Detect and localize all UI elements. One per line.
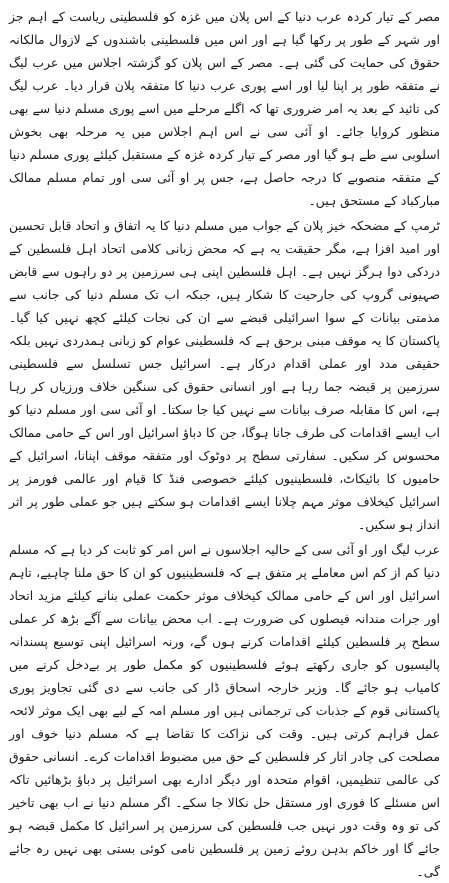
paragraph-1: مصر کے تیار کردہ عرب دنیا کے اس پلان میں غزہ کو فلسطینی ریاست کے اہم جز اور شہر کے طور پر رکھا گیا ہے اور اس میں فلسطینی باشندوں کے لازوال مالکانہ حقوق کی حمایت کی گئی ہے۔ مصر کے اس پلان کو گزشتہ اجلاس میں عرب لیگ نے متفقہ طور پر اپنا لیا اور اسے پوری عرب دنیا کا متفقہ پلان قرار دیا۔ عرب لیگ کی تائید کے بعد یہ امر ضروری تھا کہ اگلے مرحلے میں اسے پوری مسلم دنیا سے بھی منظور کروایا جائے۔ او آئی سی نے اس اہم اجلاس میں یہ مرحلہ بھی بخوش اسلوبی سے طے ہو گیا اور مصر کے تیار کردہ غزہ کے مستقبل کیلئے پوری مسلم دنیا کے متفقہ منصوبے کا درجہ حاصل ہے، جس پر او آئی سی اور تمام مسلم ممالک مبارکباد کے مستحق ہیں۔ bbox=[9, 9, 440, 208]
paragraph-3: عرب لیگ اور او آئی سی کے حالیہ اجلاسوں نے اس امر کو ثابت کر دیا ہے کہ مسلم دنیا کم از کم اس معاملے پر متفق ہے کہ فلسطینیوں کو ان کا حق ملنا چاہیے، تاہم اسرائیل اور اس کے حامی ممالک کیخلاف موثر حکمت عملی بنانے کیلئے مزید اتحاد اور جرات مندانہ فیصلوں کی ضرورت ہے۔ اب محض بیانات سے آگے بڑھ کر عملی سطح پر فلسطین کیلئے اقدامات کرنے ہوں گے، ورنہ اسرائیل اپنی توسیع پسندانہ پالیسیوں کو جاری رکھتے ہوئے فلسطینیوں کو مکمل طور پر بےدخل کرنے میں کامیاب ہو جائے گا۔ وزیر خارجہ اسحاق ڈار کی جانب سے دی گئی تجاویز پوری پاکستانی قوم کے جذبات کی ترجمانی ہیں اور مسلم امہ کے لیے بھی ایک موثر لائحہ عمل فراہم کرتی ہیں۔ وقت کی نزاکت کا تقاضا ہے کہ مسلم دنیا خوف اور مصلحت کی چادر اتار کر فلسطین کے حق میں مضبوط اقدامات کرے۔ انسانی حقوق کی عالمی تنظیمیں، اقوام متحدہ اور دیگر ادارے بھی اسرائیل پر دباؤ بڑھائیں تاکہ اس مسئلے کا فوری اور مستقل حل نکالا جا سکے۔ اگر مسلم دنیا نے اب بھی تاخیر کی تو وہ وقت دور نہیں جب فلسطین کی سرزمین پر اسرائیل کا مکمل قبضہ ہو جائے گا اور خاکم بدہن روئے زمین پر فلسطین نامی کوئی بستی بھی نہیں رہ جائے گی۔ bbox=[9, 542, 440, 879]
paragraph-2: ٹرمپ کے مضحکہ خیز پلان کے جواب میں مسلم دنیا کا یہ اتفاق و اتحاد قابل تحسین اور امید افزا ہے، مگر حقیقت یہ ہے کہ محض زبانی کلامی اتحاد اہل فلسطین کے دردکی دوا ہرگز نہیں ہے۔ اہل فلسطین اپنی ہی سرزمین پر دو راہوں سے قابض صہیونی گروپ کی جارحیت کا شکار ہیں، جبکہ اب تک مسلم دنیا کی جانب سے مذمتی بیانات کے سوا اسرائیلی قبضے سے ان کی نجات کیلئے کچھ نہیں کیا گیا۔ پاکستان کا یہ موقف مبنی برحق ہے کہ فلسطینی عوام کو زبانی ہمدردی نہیں بلکہ حقیقی مدد اور عملی اقدام درکار ہے۔ اسرائیل جس تسلسل سے فلسطینی سرزمین پر قبضہ جما رہا ہے اور انسانی حقوق کی سنگین خلاف ورزیاں کر رہا ہے، اس کا مقابلہ صرف بیانات سے نہیں کیا جا سکتا۔ او آئی سی اور مسلم دنیا کو اب ایسے اقدامات کی طرف جانا ہوگا، جن کا دباؤ اسرائیل اور اس کے حامی ممالک محسوس کر سکیں۔ سفارتی سطح پر دوٹوک اور متفقہ موقف اپنانا، اسرائیل کے حامیوں کا بائیکاٹ، فلسطینیوں کیلئے خصوصی فنڈ کا قیام اور عالمی فورمز پر اسرائیل کیخلاف موثر مہم چلانا ایسے اقدامات ہو سکتے ہیں جو عملی طور پر اثر انداز ہو سکیں۔ bbox=[9, 218, 440, 532]
